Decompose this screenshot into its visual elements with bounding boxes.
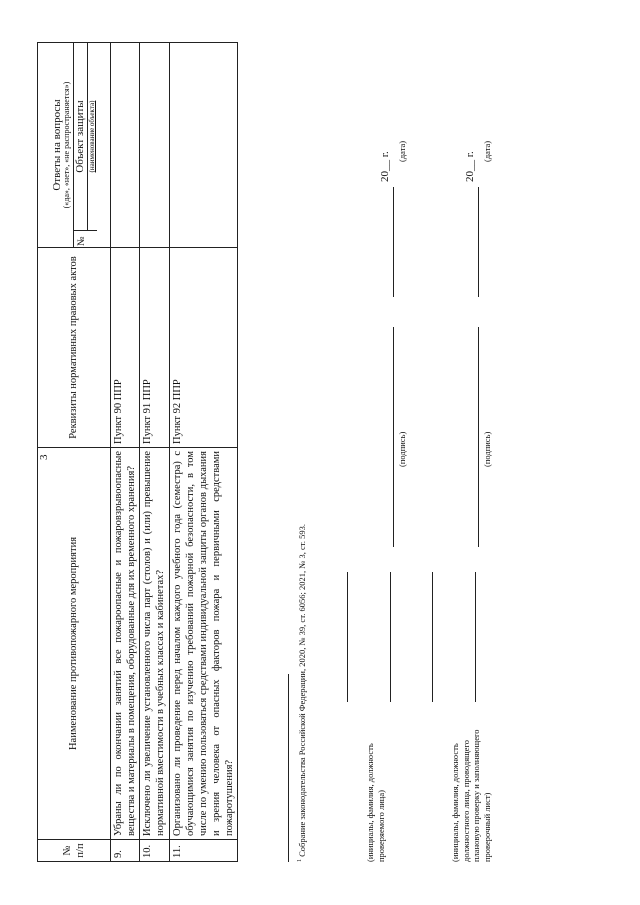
answers-note: («да», «нет», «не распространяется») <box>62 81 72 209</box>
signature-line[interactable] <box>393 327 394 547</box>
row-measure-text: Убраны ли по окончании занятий все пожароопасные и пожаровзрывоопасные вещества и материалы в помещения, оборудованные для их временного хранения? <box>111 448 140 840</box>
year-field: 20__ г. <box>379 151 391 182</box>
year-field: 20__ г. <box>464 151 476 182</box>
date-line[interactable] <box>393 187 394 297</box>
row-number: 11. <box>169 840 238 862</box>
answers-title: Ответы на вопросы <box>50 99 63 191</box>
footnote-text: Собрание законодательства Российской Федерации, 2020, № 39, ст. 6056; 2021, № 3, ст. 593. <box>297 524 307 857</box>
signature-label: (подпись) <box>482 431 492 467</box>
signature-caption: (инициалы, фамилия, должность должностного лица, проводящего плановую проверку и заполняющего проверочный лист) <box>450 729 492 862</box>
signature-line[interactable] <box>478 327 479 547</box>
object-header <box>74 43 98 247</box>
footnote-divider <box>288 674 289 862</box>
header-legal-refs: Реквизиты нормативных правовых актов <box>38 248 111 448</box>
page-number: 3 <box>38 454 50 460</box>
row-legal-ref: Пункт 92 ППР <box>169 248 238 448</box>
row-answer-cell[interactable] <box>140 43 169 248</box>
object-number-label: № <box>74 230 98 247</box>
name-line-upper[interactable] <box>432 572 433 702</box>
table-row <box>111 43 140 862</box>
row-number: 10. <box>140 840 169 862</box>
header-answers <box>38 43 111 248</box>
row-number: 9. <box>111 840 140 862</box>
object-title: Объект защиты <box>74 43 89 230</box>
row-measure-text: Организовано ли проведение перед началом каждого учебного года (семестра) с обучающимися занятия по изучению требований пожарной безопасности, в том числе по умению пользоваться средствами индивидуальной защиты органов дыхания и зрения человека от опасных факторов пожара и первичными средствами пожаротушения? <box>169 448 238 840</box>
date-label: (дата) <box>482 140 492 162</box>
signature-block-inspected <box>335 43 425 862</box>
name-line-lower[interactable] <box>390 572 391 702</box>
signature-block-inspector <box>420 43 510 862</box>
header-measure-name: Наименование противопожарного мероприятия <box>38 448 111 840</box>
answers-title-block <box>51 43 74 247</box>
name-line-lower[interactable] <box>475 572 476 702</box>
table-row <box>169 43 238 862</box>
date-label: (дата) <box>397 140 407 162</box>
footnote <box>297 524 307 862</box>
header-number: № п/п <box>38 840 111 862</box>
row-legal-ref: Пункт 91 ППР <box>140 248 169 448</box>
signature-caption: (инициалы, фамилия, должность проверяемого лица) <box>365 743 386 862</box>
row-legal-ref: Пункт 90 ППР <box>111 248 140 448</box>
object-note: (наименование объекта) <box>88 100 97 173</box>
row-answer-cell[interactable] <box>169 43 238 248</box>
checklist-table <box>37 42 238 862</box>
row-measure-text: Исключено ли увеличение установленного числа парт (столов) и (или) превышение нормативной вместимости в учебных классах и кабинетах? <box>140 448 169 840</box>
name-line-upper[interactable] <box>347 572 348 702</box>
date-line[interactable] <box>478 187 479 297</box>
object-title-block <box>74 43 98 230</box>
table-header-row <box>38 43 111 862</box>
row-answer-cell[interactable] <box>111 43 140 248</box>
table-row <box>140 43 169 862</box>
footnote-mark: 1 <box>297 859 304 862</box>
signature-label: (подпись) <box>397 431 407 467</box>
